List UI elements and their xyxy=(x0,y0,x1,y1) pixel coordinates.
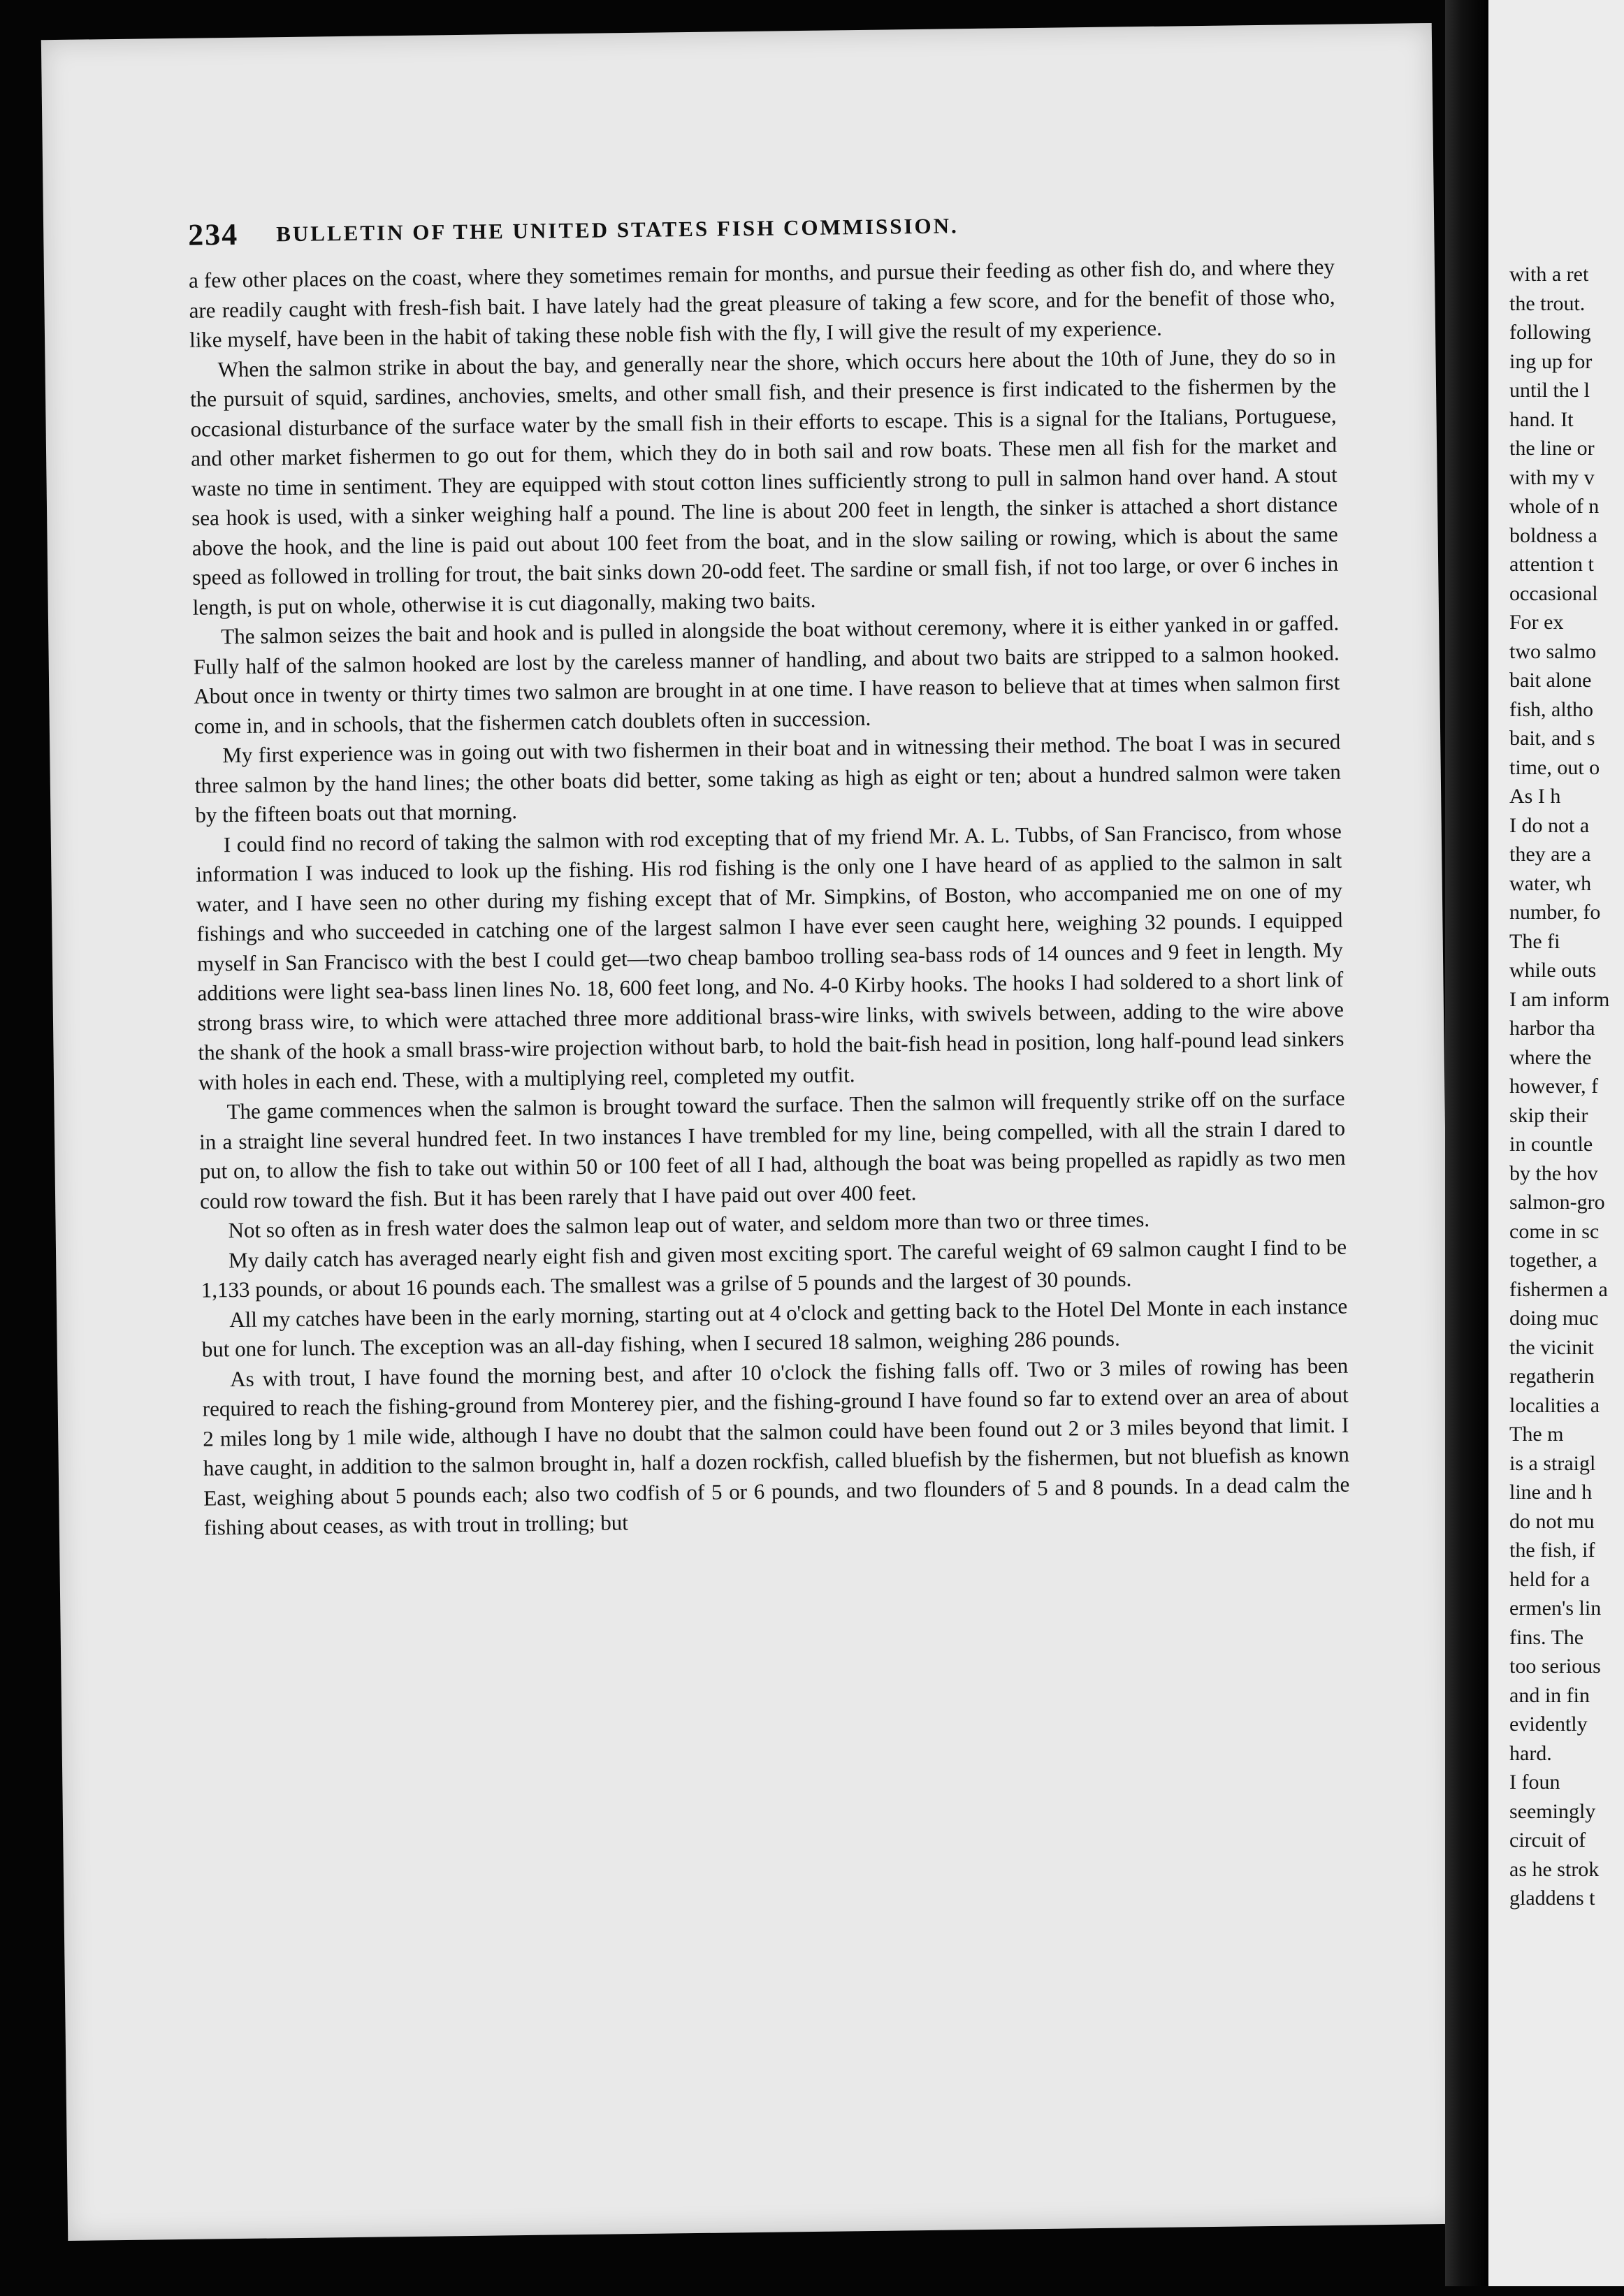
right-page-line: bait alone xyxy=(1509,669,1592,692)
right-page-line: I am inform xyxy=(1509,987,1610,1011)
right-page-line: fishermen a xyxy=(1509,1277,1608,1301)
right-page-line: number, fo xyxy=(1509,901,1601,924)
right-page-line: until the l xyxy=(1509,379,1590,402)
paragraph: When the salmon strike in about the bay, and generally near the shore, which occurs here about the 10th of June, they do so in the pursuit of squid, sardines, anchovies, smelts, and other small fish, and their presence is first indicated to the fishermen by the occasional disturbance of the surface water by the small fish in their efforts to escape. This is a signal for the Italians, Portuguese, and other market fishermen to go out for them, which they do in both sail and row boats. These men all fish for the market and waste no time in sentiment. They are equipped with stout cotton lines sufficiently strong to pull in salmon hand over hand. A stout sea hook is used, with a sinker weighing half a pound. The line is about 200 feet in length, the sinker is attached a short distance above the hook, and the line is paid out about 100 feet from the boat, and in the slow sailing or rowing, which is about the same speed as followed in trolling for trout, the bait sinks down 20-odd feet. The sardine or small fish, if not too large, or over 6 inches in length, is put on whole, otherwise it is cut diagonally, making two baits. xyxy=(189,343,1339,620)
right-page-line: salmon-gro xyxy=(1509,1191,1605,1214)
paragraph: My daily catch has averaged nearly eight fish and given most exciting sport. The careful weight of 69 salmon caught I find to be 1,133 pounds, or about 16 pounds each. The smallest was a grilse of 5 pounds and the largest of 30 pounds. xyxy=(201,1234,1347,1302)
right-page-line: gladdens t xyxy=(1509,1887,1595,1910)
right-page-line: As I h xyxy=(1509,785,1561,808)
right-page-line: skip their xyxy=(1509,1103,1588,1127)
paragraph: The game commences when the salmon is brought toward the surface. Then the salmon will frequently strike off on the surface in a straight line several hundred feet. In two instances I have trembled for my line, being compelled, with all the strain I dared to put on, to allow the fish to take out within 50 or 100 feet of all I had, although the boat was being propelled as rapidly as two men could row toward the fish. But it has been rarely that I have paid out over 400 feet. xyxy=(198,1085,1346,1214)
right-page-line: harbor tha xyxy=(1509,1017,1595,1040)
right-page-line: circuit of xyxy=(1509,1829,1586,1852)
right-page-line: and in fin xyxy=(1509,1683,1590,1707)
right-page-line: where the xyxy=(1509,1045,1592,1069)
right-page-text xyxy=(1509,260,1624,1913)
paragraph: My first experience was in going out with two fishermen in their boat and in witnessing their method. The boat I was in secured three salmon by the hand lines; the other boats did better, some taking as high as eight or ten; about a hundred salmon were taken by the fifteen boats out that morning. xyxy=(194,729,1341,827)
right-page-line: The fi xyxy=(1509,929,1560,953)
right-page-line: as he strok xyxy=(1509,1857,1600,1881)
right-page-line: whole of n xyxy=(1509,495,1600,518)
right-page-line: held for a xyxy=(1509,1567,1590,1591)
page-number: 234 xyxy=(187,217,239,252)
right-page-line: however, f xyxy=(1509,1075,1599,1098)
right-page-line: do not mu xyxy=(1509,1509,1595,1533)
right-page-line: in countle xyxy=(1509,1133,1593,1156)
right-page-line: doing muc xyxy=(1509,1307,1599,1330)
right-page-line: fish, altho xyxy=(1509,697,1593,721)
right-page-line: time, out o xyxy=(1509,755,1600,779)
right-page-line: bait, and s xyxy=(1509,727,1595,750)
right-page-line: ermen's lin xyxy=(1509,1597,1602,1620)
right-page-line: with my v xyxy=(1509,465,1595,489)
right-page-line: boldness a xyxy=(1509,523,1597,547)
paragraph: I could find no record of taking the salmon with rod excepting that of my friend Mr. A. L. Tubbs, of San Francisco, from whose information I was induced to look up the fishing. His rod fishing is the only one I have heard of as applied to the salmon in salt water, and I have seen no other during my fishing except that of Mr. Simpkins, of Boston, who accompanied me on one of my fishings and who succeeded in catching one of the largest salmon I have ever seen caught here, weighing 32 pounds. I equipped myself in San Francisco with the best I could get—two cheap bamboo trolling sea-bass rods of 14 ounces and 9 feet in length. My additions were light sea-bass linen lines No. 18, 600 feet long, and No. 4-0 Kirby hooks. The hooks I had soldered to a short link of strong brass wire, to which were attached three more additional brass-wire links, with swivels between, adding to the wire above the shank of the hook a small brass-wire projection without barb, to hold the bait-fish head in position, long half-pound lead sinkers with holes in each end. These, with a multiplying reel, completed my outfit. xyxy=(196,818,1344,1095)
right-page-line: two salmo xyxy=(1509,639,1597,663)
right-page-line: come in sc xyxy=(1509,1219,1600,1243)
right-page-line: I foun xyxy=(1509,1771,1560,1794)
right-page-line: the line or xyxy=(1509,437,1595,460)
right-page-line: the trout. xyxy=(1509,291,1586,315)
paragraph: All my catches have been in the early morning, starting out at 4 o'clock and getting back to the Hotel Del Monte in each instance but one for lunch. The exception was an all-day fishing, when I secured 18 salmon, weighing 286 pounds. xyxy=(201,1293,1348,1362)
right-page-line: seemingly xyxy=(1509,1799,1596,1823)
running-head: BULLETIN OF THE UNITED STATES FISH COMMISSION. xyxy=(276,213,959,247)
right-page-line: following xyxy=(1509,321,1591,344)
right-page-line: regatherin xyxy=(1509,1365,1595,1388)
right-page-line: with a ret xyxy=(1509,263,1589,286)
right-page-line: I do not a xyxy=(1509,813,1590,837)
right-page-line: while outs xyxy=(1509,959,1597,982)
right-page-line: is a straigl xyxy=(1509,1451,1596,1475)
right-page-line: ing up for xyxy=(1509,349,1593,373)
right-page-line: attention t xyxy=(1509,553,1594,576)
right-page-line: hard. xyxy=(1509,1741,1552,1765)
right-page-line: by the hov xyxy=(1509,1161,1598,1185)
right-page-line: occasional xyxy=(1509,581,1598,605)
right-page-line: localities a xyxy=(1509,1393,1600,1417)
right-page-line: For ex xyxy=(1509,611,1564,634)
paragraph: As with trout, I have found the morning best, and after 10 o'clock the fishing falls off. Two or 3 miles of rowing has been required to reach the fishing-ground from Monterey pier, and the fishing-ground I have found so far to extend over an area of about 2 miles long by 1 mile wide, although I have no doubt that the salmon could have been found out 2 or 3 miles beyond that limit. I have caught, in addition to the salmon brought in, half a dozen rockfish, called bluefish by the fishermen, but not bluefish as known East, weighing about 5 pounds each; also two codfish of 5 or 6 pounds, and two flounders of 5 and 8 pounds. In a dead calm the fishing about ceases, as with trout in trolling; but xyxy=(202,1353,1350,1540)
right-page-line: evidently xyxy=(1509,1713,1588,1736)
paragraph: Not so often as in fresh water does the salmon leap out of water, and seldom more than two or three times. xyxy=(228,1207,1150,1243)
right-page-line: together, a xyxy=(1509,1249,1597,1272)
article-body xyxy=(189,252,1350,1543)
right-page-line: The m xyxy=(1509,1423,1564,1446)
right-page-line: too serious xyxy=(1509,1655,1601,1678)
right-page-line: hand. It xyxy=(1509,407,1574,431)
right-page-line: line and h xyxy=(1509,1481,1593,1504)
right-page-line: fins. The xyxy=(1509,1625,1584,1649)
right-page-line: water, wh xyxy=(1509,871,1592,895)
right-page-line: the fish, if xyxy=(1509,1539,1595,1562)
right-page-line: they are a xyxy=(1509,843,1591,866)
right-page-line: the vicinit xyxy=(1509,1335,1594,1359)
paragraph: The salmon seizes the bait and hook and is pulled in alongside the boat without ceremony, where it is either yanked in or gaffed. Fully half of the salmon hooked are lost by the careless manner of handling, and about two baits are stripped to a salmon hooked. About once in twenty or thirty times two salmon are brought in at one time. I have reason to believe that at times when salmon first come in, and in schools, that the fishermen catch doublets often in succession. xyxy=(193,610,1340,739)
paragraph: a few other places on the coast, where they sometimes remain for months, and pursue their feeding as other fish do, and where they are readily caught with fresh-fish bait. I have lately had the great pleasure of taking a few score, and for the benefit of those who, like myself, have been in the habit of taking these noble fish with the fly, I will give the result of my experience. xyxy=(188,254,1335,352)
